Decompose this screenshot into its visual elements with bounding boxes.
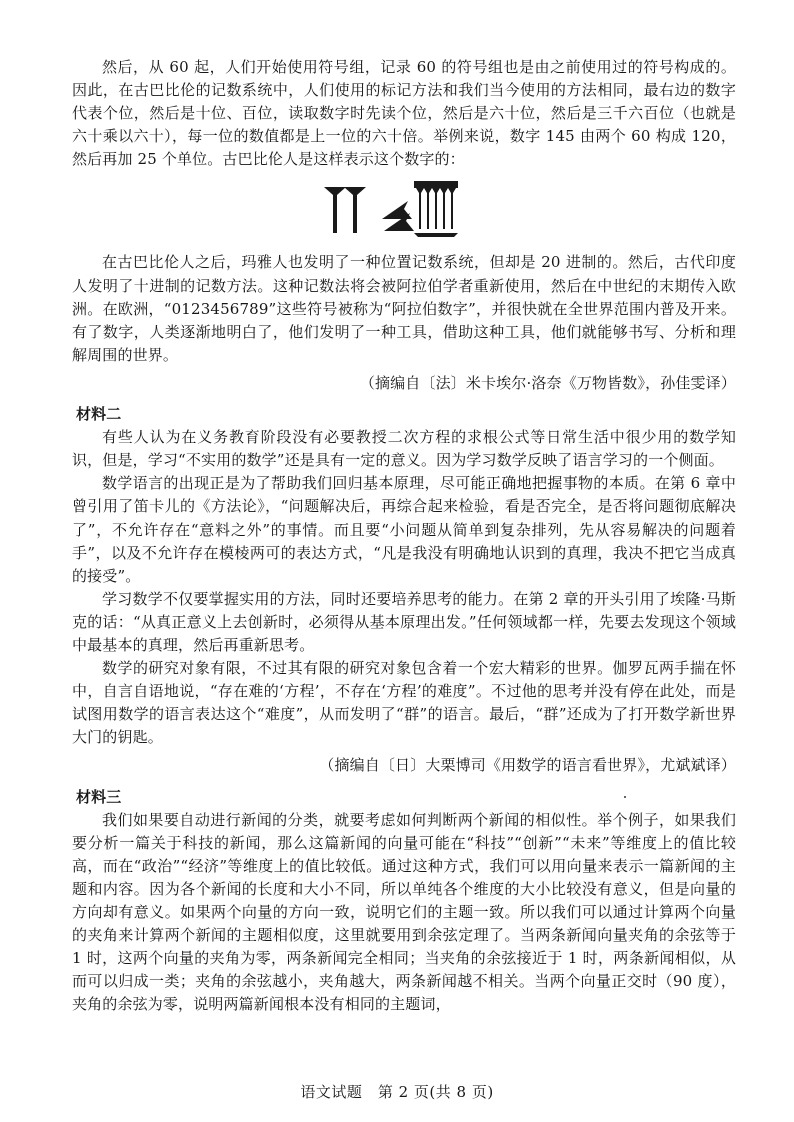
paragraph-maya-india: 在古巴比伦人之后，玛雅人也发明了一种位置记数系统，但却是 20 进制的。然后，古代印度人发明了十进制的记数方法。这种记数法将会被阿拉伯学者重新使用，然后在中世纪的末期传入欧洲。在欧洲，“0123456789”这些符号被称为“阿拉伯数字”，并很快就在全世界范围内普及开来。有了数字，人类逐渐地明白了，他们发明了一种工具，借助这种工具，他们就能够书写、分析和理解周围的世界。 xyxy=(72,253,736,364)
scan-speck xyxy=(624,796,626,798)
material-two-paragraph-2: 数学语言的出现正是为了帮助我们回归基本原理，尽可能正确地把握事物的本质。在第 6 章中曾引用了笛卡儿的《方法论》，“问题解决后，再综合起来检验，看是否完全，是否将问题彻底解决了”，不允许存在“意料之外”的事情。而且要“小问题从简单到复杂排列，先从容易解决的问题着手”，以及不允许存在模棱两可的表达方式，“凡是我没有明确地认识到的真理，我决不把它当成真的接受”。 xyxy=(72,474,736,585)
ten-wedges xyxy=(382,201,414,231)
material-three-heading: 材料三 xyxy=(76,787,122,806)
sixty-wedges xyxy=(324,187,366,233)
material-three-paragraph-1: 我们如果要自动进行新闻的分类，就要考虑如何判断两个新闻的相似性。举个例子，如果我们要分析一篇关于科技的新闻，那么这篇新闻的向量可能在“科技”“创新”“未来”等维度上的值比较高，而在“政治”“经济”等维度上的值比较低。通过这种方式，我们可以用向量来表示一篇新闻的主题和内容。因为各个新闻的长度和大小不同，所以单纯各个维度的大小比较没有意义，但是向量的方向却有意义。如果两个向量的方向一致，说明它们的主题一致。所以我们可以通过计算两个向量的夹角来计算两个新闻的主题相似度，这里就要用到余弦定理了。当两条新闻向量夹角的余弦等于 1 时，这两个向量的夹角为零，两条新闻完全相同；当夹角的余弦接近于 1 时，两条新闻相似，从而可以归成一类；夹角的余弦越小，夹角越大，两条新闻越不相关。当两个向量正交时（90 度），夹角的余弦为零，说明两篇新闻根本没有相同的主题词， xyxy=(72,810,736,1014)
unit-wedges xyxy=(414,181,458,237)
material-two-paragraph-3: 学习数学不仅要掌握实用的方法，同时还要培养思考的能力。在第 2 章的开头引用了埃隆·马斯克的话：“从真正意义上去创新时，必须得从基本原理出发。”任何领域都一样，先要去发现这个领域中最基本的真理，然后再重新思考。 xyxy=(72,589,736,654)
material-two-paragraph-1: 有些人认为在义务教育阶段没有必要教授二次方程的求根公式等日常生活中很少用的数学知识，但是，学习“不实用的数学”还是具有一定的意义。因为学习数学反映了语言学习的一个侧面。 xyxy=(72,428,736,470)
material-two-paragraph-4: 数学的研究对象有限，不过其有限的研究对象包含着一个宏大精彩的世界。伽罗瓦两手揣在怀中，自言自语地说，“存在难的‘方程’，不存在‘方程’的难度”。不过他的思考并没有停在此处，而是试图用数学的语言表达这个“难度”，从而发明了“群”的语言。最后，“群”还成为了打开数学新世界大门的钥匙。 xyxy=(72,659,736,747)
babylonian-cuneiform-145-icon xyxy=(320,175,460,245)
source-citation-2: （摘编自〔日〕大栗博司《用数学的语言看世界》，尤斌斌译） xyxy=(319,756,736,775)
source-citation-1: （摘编自〔法〕米卡埃尔·洛奈《万物皆数》，孙佳雯译） xyxy=(359,373,736,392)
page-content xyxy=(72,56,736,1016)
cuneiform-figure xyxy=(72,175,736,251)
material-two-heading: 材料二 xyxy=(76,405,122,424)
page-footer: 语文试题 第 2 页(共 8 页) xyxy=(300,1083,494,1101)
paragraph-babylonian-numerals: 然后，从 60 起，人们开始使用符号组，记录 60 的符号组也是由之前使用过的符号构成的。因此，在古巴比伦的记数系统中，人们使用的标记方法和我们当今使用的方法相同，最右边的数字代表个位，然后是十位、百位，读取数字时先读个位，然后是六十位，然后是三千六百位（也就是六十乘以六十），每一位的数值都是上一位的六十倍。举例来说，数字 145 由两个 60 构成 120，然后再加 25 个单位。古巴比伦人是这样表示这个数字的： xyxy=(72,58,736,169)
